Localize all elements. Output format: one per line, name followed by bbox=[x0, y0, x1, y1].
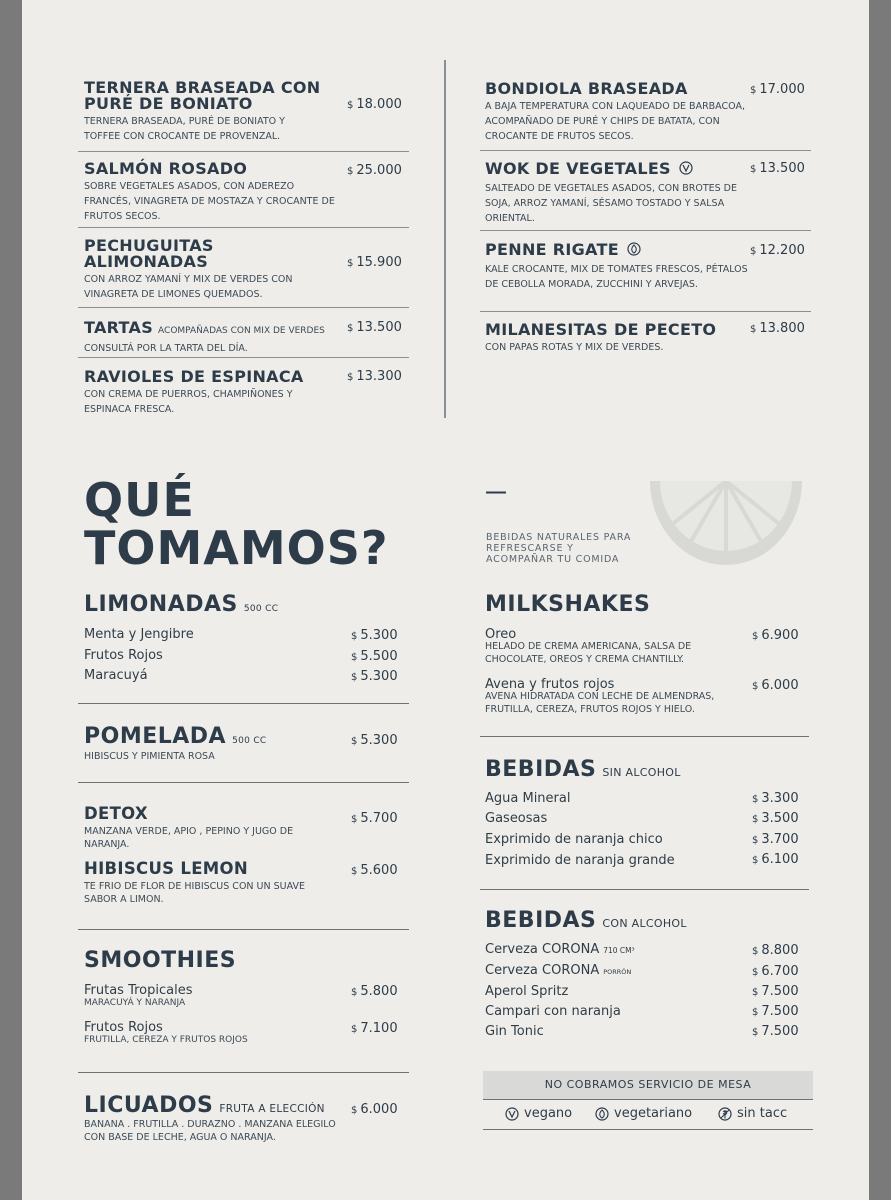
dish-wok bbox=[485, 161, 750, 226]
dish-description: KALE CROCANTE, MIX DE TOMATES FRESCOS, PÉTALOS DE CEBOLLA MORADA, ZUCCHINI Y ARVEJAS. bbox=[485, 264, 748, 290]
dish-price: $ 25.000 bbox=[347, 163, 402, 178]
gluten-free-icon bbox=[718, 1107, 732, 1121]
drink-price: $ 3.700 bbox=[752, 832, 799, 847]
divider bbox=[78, 151, 409, 152]
drink-description: HELADO DE CREMA AMERICANA, SALSA DE CHOCOLATE, OREOS Y CREMA CHANTILLY. bbox=[485, 641, 692, 665]
dish-price: $ 12.200 bbox=[750, 243, 805, 258]
drink-price: $ 3.300 bbox=[752, 791, 799, 806]
drink-price: $ 5.600 bbox=[351, 863, 398, 878]
divider bbox=[78, 357, 409, 358]
milkshakes-title: MILKSHAKES bbox=[485, 592, 651, 617]
dish-name: PENNE RIGATE bbox=[485, 240, 619, 259]
divider bbox=[78, 1072, 409, 1073]
drink-item: Exprimido de naranja chico bbox=[485, 832, 663, 847]
dish-salmon bbox=[84, 161, 344, 224]
drink-item: Cerveza CORONA PORRÓN bbox=[485, 963, 632, 978]
drinks-tagline: BEBIDAS NATURALES PARA REFRESCARSE Y ACOMPAÑAR TU COMIDA bbox=[486, 532, 632, 565]
licuados-title: LICUADOS FRUTA A ELECCIÓN bbox=[84, 1093, 325, 1118]
drink-description: TE FRIO DE FLOR DE HIBISCUS CON UN SUAVE SABOR A LIMON. bbox=[84, 881, 306, 905]
service-notice: NO COBRAMOS SERVICIO DE MESA bbox=[483, 1071, 813, 1099]
dish-price: $ 13.800 bbox=[750, 321, 805, 336]
drink-price: $ 7.500 bbox=[752, 1024, 799, 1039]
drink-price: $ 6.900 bbox=[752, 628, 799, 643]
dish-penne bbox=[485, 242, 750, 292]
drink-description: BANANA . FRUTILLA . DURAZNO . MANZANA ELEGILO CON BASE DE LECHE, AGUA O NARANJA. bbox=[84, 1119, 336, 1143]
dish-price: $ 13.500 bbox=[347, 320, 402, 335]
divider bbox=[78, 782, 409, 783]
drink-description: HIBISCUS Y PIMIENTA ROSA bbox=[84, 751, 215, 762]
drinks-heading-line1: QUÉ bbox=[84, 473, 195, 527]
drink-item: Menta y Jengibre bbox=[84, 627, 194, 642]
drink-price: $ 5.300 bbox=[351, 733, 398, 748]
dish-name: RAVIOLES DE ESPINACA bbox=[84, 367, 304, 386]
legend-label: vegano bbox=[524, 1106, 573, 1121]
dish-price: $ 13.500 bbox=[750, 161, 805, 176]
dish-price: $ 17.000 bbox=[750, 82, 805, 97]
dish-milanesitas bbox=[485, 322, 750, 355]
legend-vegan bbox=[505, 1106, 572, 1121]
drink-price: $ 6.100 bbox=[752, 852, 799, 867]
drink-description: FRUTILLA, CEREZA Y FRUTOS ROJOS bbox=[84, 1035, 248, 1045]
dish-name: TARTAS bbox=[84, 318, 154, 337]
dish-pechuguitas bbox=[84, 238, 314, 302]
dish-price: $ 15.900 bbox=[347, 255, 402, 270]
dish-price: $ 18.000 bbox=[347, 97, 402, 112]
lemon-slice-icon bbox=[650, 481, 802, 566]
dish-description: CON ARROZ YAMANÍ Y MIX DE VERDES CON VINAGRETA DE LIMONES QUEMADOS. bbox=[84, 274, 293, 300]
drink-item: Maracuyá bbox=[84, 668, 148, 683]
decorative-dash: — bbox=[486, 481, 506, 503]
dish-description: SALTEADO DE VEGETALES ASADOS, CON BROTES DE SOJA, ARROZ YAMANÍ, SÉSAMO TOSTADO Y SALSA ORIENTAL. bbox=[485, 183, 737, 224]
dish-name: WOK DE VEGETALES bbox=[485, 159, 671, 178]
drink-item: Aperol Spritz bbox=[485, 984, 569, 999]
dish-price: $ 13.300 bbox=[347, 369, 402, 384]
drink-price: $ 8.800 bbox=[752, 943, 799, 958]
divider bbox=[78, 307, 409, 308]
smoothies-title: SMOOTHIES bbox=[84, 948, 237, 973]
drink-price: $ 5.500 bbox=[351, 649, 398, 664]
vegetarian-icon bbox=[595, 1107, 609, 1121]
drink-price: $ 5.800 bbox=[351, 984, 398, 999]
drink-price: $ 6.700 bbox=[752, 964, 799, 979]
drink-item: Gaseosas bbox=[485, 811, 548, 826]
drink-price: $ 5.300 bbox=[351, 628, 398, 643]
divider bbox=[78, 929, 409, 930]
divider bbox=[480, 736, 809, 737]
bebidas-con-title: BEBIDAS CON ALCOHOL bbox=[485, 908, 687, 933]
dish-name: TERNERA BRASEADA CON PURÉ DE BONIATO bbox=[84, 78, 321, 113]
dish-tartas bbox=[84, 320, 344, 356]
drink-description: MARACUYÁ Y NARANJA bbox=[84, 998, 186, 1008]
drink-description: AVENA HIDRATADA CON LECHE DE ALMENDRAS, FRUTILLA, CEREZA, FRUTOS ROJOS Y HIELO. bbox=[485, 691, 715, 715]
drink-item: Agua Mineral bbox=[485, 791, 571, 806]
dish-description: A BAJA TEMPERATURA CON LAQUEADO DE BARBACOA, ACOMPAÑADO DE PURÉ Y CHIPS DE BATATA, CON CROCANTE DE FRUTOS SECOS. bbox=[485, 101, 745, 142]
dish-description: CON CREMA DE PUERROS, CHAMPIÑONES Y ESPINACA FRESCA. bbox=[84, 389, 293, 415]
hibiscus-title: HIBISCUS LEMON bbox=[84, 859, 248, 878]
drink-item: Frutos Rojos bbox=[84, 648, 163, 663]
drink-price: $ 7.500 bbox=[752, 984, 799, 999]
dish-ravioles bbox=[84, 369, 324, 417]
column-divider bbox=[444, 60, 446, 418]
drink-price: $ 6.000 bbox=[351, 1102, 398, 1117]
drink-description: MANZANA VERDE, APIO , PEPINO Y JUGO DE NARANJA. bbox=[84, 826, 294, 850]
dish-description: TERNERA BRASEADA, PURÉ DE BONIATO Y TOFFEE CON CROCANTE DE PROVENZAL. bbox=[84, 116, 285, 142]
divider bbox=[480, 230, 811, 231]
drink-item: Cerveza CORONA 710 CM³ bbox=[485, 942, 635, 957]
drink-price: $ 7.500 bbox=[752, 1004, 799, 1019]
dish-bondiola bbox=[485, 81, 750, 144]
dish-name: SALMÓN ROSADO bbox=[84, 159, 248, 178]
dish-subtitle: ACOMPAÑADAS CON MIX DE VERDES bbox=[158, 326, 325, 336]
drinks-heading-line2: TOMAMOS? bbox=[84, 521, 389, 575]
drink-item: Campari con naranja bbox=[485, 1004, 621, 1019]
drink-price: $ 3.500 bbox=[752, 811, 799, 826]
legend-gluten-free bbox=[718, 1106, 787, 1121]
limonadas-title: LIMONADAS 500 CC bbox=[84, 592, 279, 617]
legend-label: vegetariano bbox=[614, 1106, 693, 1121]
dish-name: BONDIOLA BRASEADA bbox=[485, 79, 688, 98]
drink-item: Frutos Rojos bbox=[84, 1020, 163, 1035]
dish-name: MILANESITAS DE PECETO bbox=[485, 320, 717, 339]
dish-description: CON PAPAS ROTAS Y MIX DE VERDES. bbox=[485, 342, 664, 353]
drink-item: Frutas Tropicales bbox=[84, 983, 193, 998]
drink-item: Oreo bbox=[485, 627, 517, 642]
detox-title: DETOX bbox=[84, 804, 148, 823]
vegan-icon bbox=[679, 161, 693, 175]
drink-price: $ 5.300 bbox=[351, 669, 398, 684]
divider bbox=[483, 1099, 813, 1100]
legend-vegetarian bbox=[595, 1106, 692, 1121]
menu-page bbox=[22, 0, 869, 1200]
bebidas-sin-title: BEBIDAS SIN ALCOHOL bbox=[485, 757, 681, 782]
dish-description: SOBRE VEGETALES ASADOS, CON ADEREZO FRANCÉS, VINAGRETA DE MOSTAZA Y CROCANTE DE FRUTOS SECOS. bbox=[84, 181, 335, 222]
drink-price: $ 7.100 bbox=[351, 1021, 398, 1036]
divider bbox=[480, 311, 811, 312]
drink-item: Avena y frutos rojos bbox=[485, 677, 615, 692]
vegetarian-icon bbox=[627, 242, 641, 256]
divider bbox=[480, 150, 811, 151]
legend-label: sin tacc bbox=[737, 1106, 788, 1121]
drink-item: Gin Tonic bbox=[485, 1024, 544, 1039]
divider bbox=[480, 889, 809, 890]
dish-description: CONSULTÁ POR LA TARTA DEL DÍA. bbox=[84, 343, 248, 354]
divider bbox=[78, 227, 409, 228]
drink-price: $ 6.000 bbox=[752, 678, 799, 693]
divider bbox=[483, 1129, 813, 1130]
dish-ternera bbox=[84, 80, 324, 144]
vegan-icon bbox=[505, 1107, 519, 1121]
divider bbox=[78, 703, 409, 704]
dish-name: PECHUGUITAS ALIMONADAS bbox=[84, 236, 214, 271]
drink-price: $ 5.700 bbox=[351, 811, 398, 826]
drink-item: Exprimido de naranja grande bbox=[485, 853, 675, 868]
pomelada-title: POMELADA 500 CC bbox=[84, 724, 267, 749]
